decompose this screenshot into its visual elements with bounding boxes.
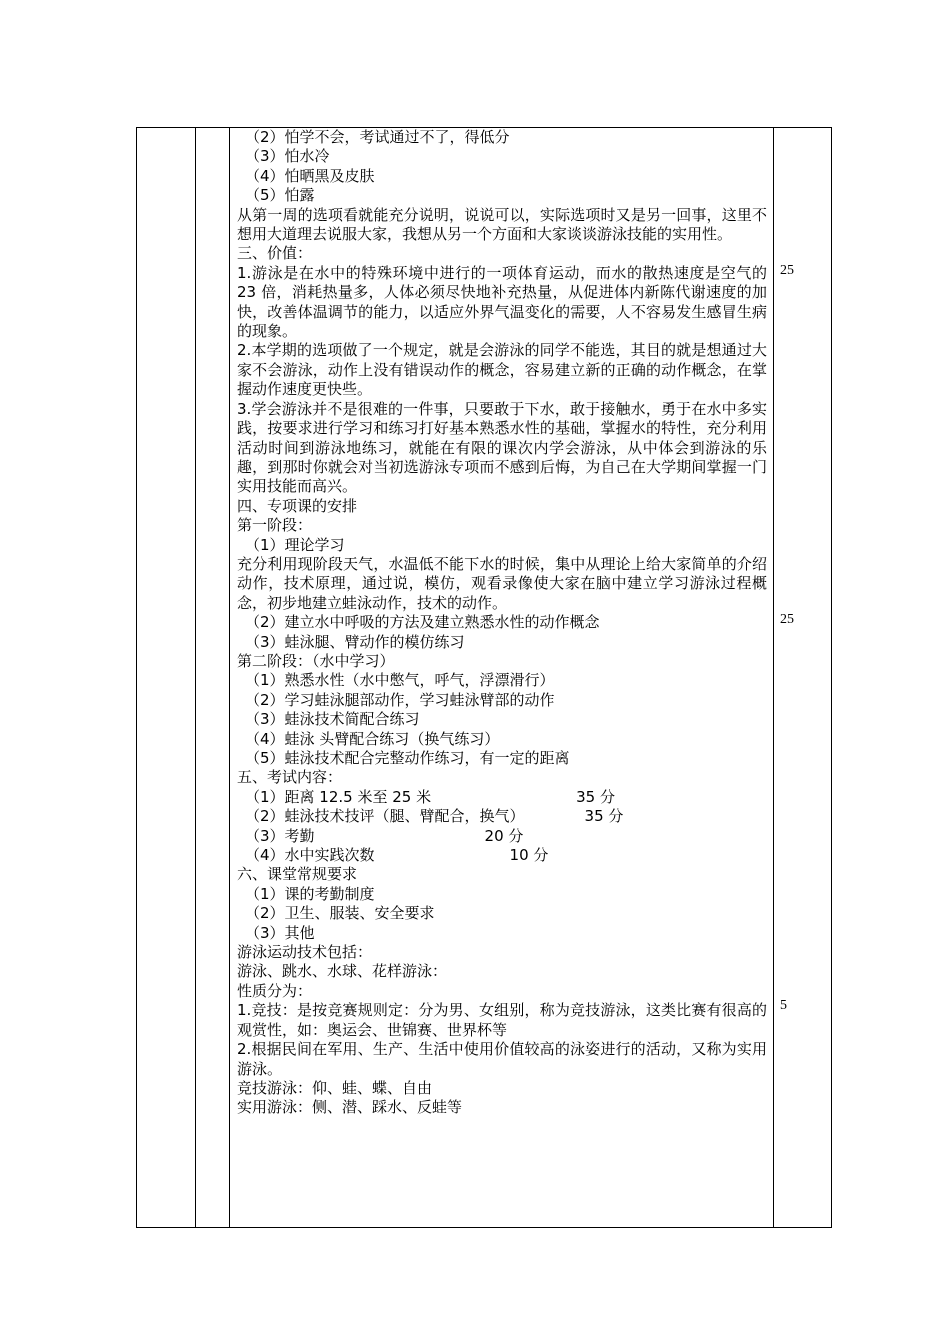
content-line: 三、价值： — [237, 244, 313, 263]
content-line: 游泳运动技术包括： — [237, 943, 373, 962]
content-line: 充分利用现阶段天气，水温低不能下水的时候，集中从理论上给大家简单的介绍动作，技术原理，通过说，模仿，观看录像使大家在脑中建立学习游泳过程概念，初步地建立蛙泳动作，技术的动作。 — [237, 554, 767, 612]
content-line: 2.本学期的选项做了一个规定，就是会游泳的同学不能选，其目的就是想通过大家不会游泳，动作上没有错误动作的概念，容易建立新的正确的动作概念，在掌握动作速度更快些。 — [237, 341, 767, 399]
content-line: 第一阶段： — [237, 516, 313, 535]
content-line: （2）建立水中呼吸的方法及建立熟悉水性的动作概念 — [245, 613, 600, 632]
exam-item-score: 10 分 — [509, 846, 549, 865]
content-line: （4）蛙泳 头臂配合练习（换气练习） — [245, 729, 500, 748]
content-line: 五、考试内容： — [237, 768, 343, 787]
content-line: 3.学会游泳并不是很难的一件事，只要敢于下水，敢于接触水，勇于在水中多实践，按要求进行学习和练习打好基本熟悉水性的基础，掌握水的特性，充分利用活动时间到游泳地练习，就能在有限的课次内学会游泳，从中体会到游泳的乐趣，到那时你就会对当初选游泳专项而不感到后悔，为自己在大学期间掌握一门实用技能而高兴。 — [237, 399, 767, 496]
content-line: （3）其他 — [245, 923, 315, 942]
exam-item-label: （3）考勤 — [245, 826, 315, 845]
content-line — [237, 807, 767, 826]
content-line: （3）蛙泳腿、臂动作的模仿练习 — [245, 632, 465, 651]
content-line: （3）蛙泳技术简配合练习 — [245, 710, 420, 729]
content-line: （5）怕露 — [245, 186, 315, 205]
content-line: 性质分为： — [237, 981, 313, 1000]
column-divider — [773, 128, 774, 1227]
content-line — [237, 788, 767, 807]
content-line: 1.游泳是在水中的特殊环境中进行的一项体育运动，而水的散热速度是空气的 23 倍，消耗热量多，人体必须尽快地补充热量，从促进体内新陈代谢速度的加快，改善体温调节的能力，以适应外界气温变化的需要，人不容易发生感冒生病的现象。 — [237, 263, 767, 341]
content-line: （1）理论学习 — [245, 535, 345, 554]
content-line: 六、课堂常规要求 — [237, 865, 358, 884]
content-line: 2.根据民间在军用、生产、生活中使用价值较高的泳姿进行的活动，又称为实用游泳。 — [237, 1040, 767, 1078]
content-line: 1.竞技：是按竞赛规则定：分为男、女组别，称为竞技游泳，这类比赛有很高的观赏性，如：奥运会、世锦赛、世界杯等 — [237, 1001, 767, 1039]
content-line: 实用游泳：侧、潜、踩水、反蛙等 — [237, 1098, 463, 1117]
content-line: 第二阶段：（水中学习） — [237, 651, 395, 670]
content-line: （1）熟悉水性（水中憋气，呼气，浮漂滑行） — [245, 671, 555, 690]
time-allocation: 25 — [780, 612, 794, 627]
content-line: 竞技游泳：仰、蛙、蝶、自由 — [237, 1078, 433, 1097]
content-line — [237, 846, 767, 865]
content-line: （2）学习蛙泳腿部动作，学习蛙泳臂部的动作 — [245, 690, 555, 709]
time-allocation: 5 — [780, 998, 787, 1013]
content-line: 游泳、跳水、水球、花样游泳： — [237, 962, 448, 981]
column-divider — [195, 128, 196, 1227]
content-line: 从第一周的选项看就能充分说明，说说可以，实际选项时又是另一回事，这里不想用大道理去说服大家，我想从另一个方面和大家谈谈游泳技能的实用性。 — [237, 205, 767, 244]
exam-item-label: （4）水中实践次数 — [245, 846, 375, 865]
content-line: （5）蛙泳技术配合完整动作练习，有一定的距离 — [245, 749, 570, 767]
content-line: （1）课的考勤制度 — [245, 884, 375, 903]
exam-item-score: 35 分 — [584, 807, 624, 826]
exam-item-score: 35 分 — [576, 787, 615, 806]
content-line — [237, 827, 767, 846]
exam-item-score: 20 分 — [484, 826, 524, 845]
content-line: （2）怕学不会，考试通过不了，得低分 — [245, 128, 510, 146]
exam-item-label: （2）蛙泳技术技评（腿、臂配合，换气） — [245, 807, 525, 826]
lesson-content — [237, 128, 767, 1118]
content-line: 四、专项课的安排 — [237, 496, 358, 515]
column-divider — [229, 128, 230, 1227]
time-allocation: 25 — [780, 263, 794, 278]
exam-item-label: （1）距离 12.5 米至 25 米 — [245, 787, 432, 806]
content-line: （3）怕水冷 — [245, 147, 330, 166]
content-line: （4）怕晒黑及皮肤 — [245, 166, 375, 185]
content-line: （2）卫生、服装、安全要求 — [245, 904, 435, 923]
